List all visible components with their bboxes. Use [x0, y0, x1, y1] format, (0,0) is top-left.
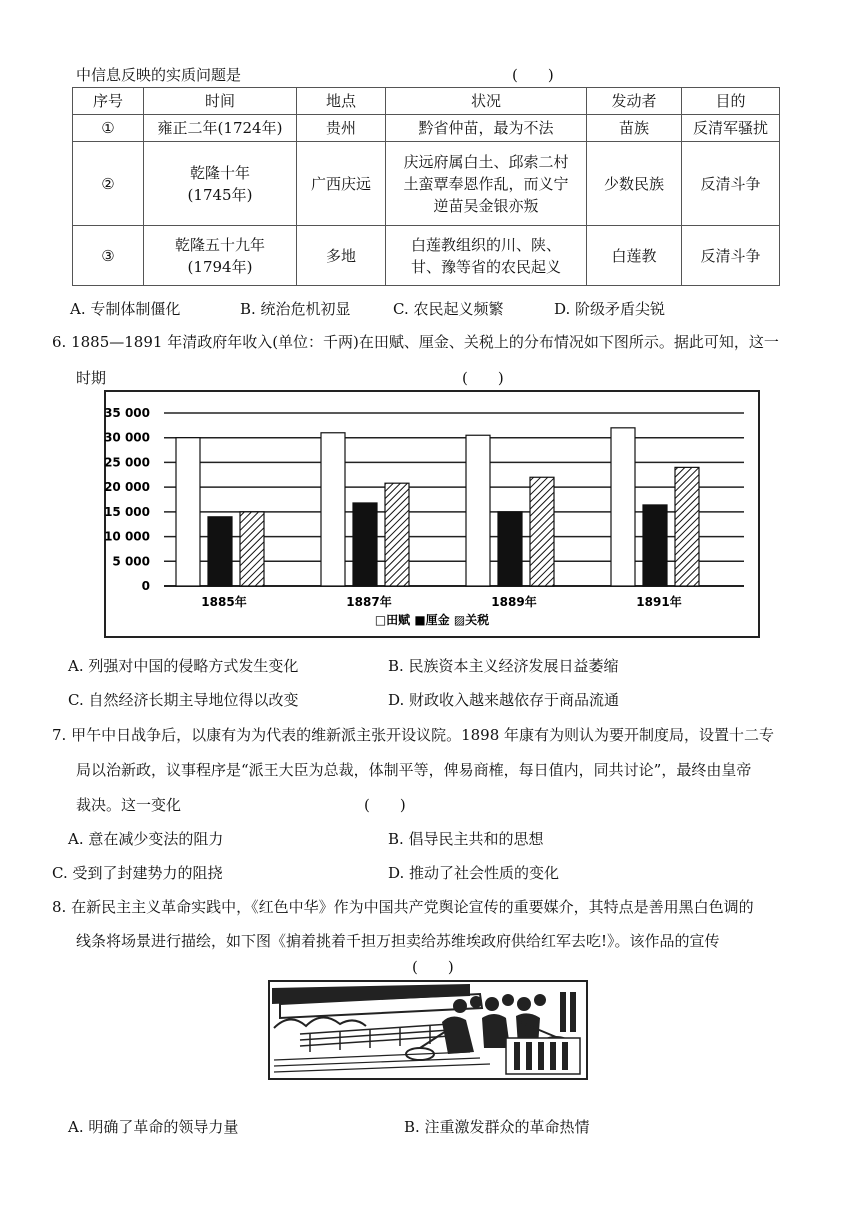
header-cell: 状况 [386, 88, 587, 115]
q5-option-b[interactable]: B. 统治危机初显 [240, 300, 351, 318]
row-time [144, 142, 297, 226]
status-line: 甘、豫等省的农民起义 [410, 257, 561, 276]
q7-answer-paren: ( ) [364, 796, 406, 814]
header-cell: 地点 [297, 88, 386, 115]
q5-option-d[interactable]: D. 阶级矛盾尖锐 [554, 300, 666, 318]
header-cell: 序号 [73, 88, 144, 115]
q7-stem-line1: 7. 甲午中日战争后，以康有为为代表的维新派主张开设议院。1898 年康有为则认为要开制度局，设置十二专 [52, 726, 775, 744]
x-tick-label: 1891年 [636, 595, 682, 609]
row-place: 多地 [297, 226, 386, 286]
y-tick-label: 0 [141, 579, 150, 593]
y-tick-label: 20 000 [104, 480, 150, 495]
row-aim: 反清军骚扰 [682, 115, 780, 142]
row-status [386, 226, 587, 286]
q5-option-a[interactable]: A. 专制体制僵化 [70, 300, 181, 318]
time-text: 乾隆五十九年 [174, 235, 265, 254]
q6-option-d[interactable]: D. 财政收入越来越依存于商品流通 [388, 691, 620, 709]
q8-stem-line1: 8. 在新民主主义革命实践中，《红色中华》作为中国共产党舆论宣传的重要媒介，其特点是善用黑白色调的 [52, 898, 754, 916]
bar-田赋 [176, 438, 200, 586]
row-actor: 少数民族 [587, 142, 682, 226]
row-time [144, 115, 297, 142]
row-no: ② [73, 142, 144, 226]
q8-answer-paren: ( ) [412, 958, 454, 976]
q5-answer-paren: ( ) [512, 66, 554, 84]
q6-answer-paren: ( ) [462, 369, 504, 387]
y-tick-label: 30 000 [104, 430, 150, 445]
bar-厘金 [643, 505, 667, 586]
revenue-bar-chart [104, 390, 760, 638]
status-text: 黔省仲苗，最为不法 [418, 119, 554, 137]
row-no: ③ [73, 226, 144, 286]
bar-田赋 [321, 433, 345, 586]
x-tick-label: 1885年 [201, 595, 247, 609]
q8-stem-line2: 线条将场景进行描绘，如下图《掮着挑着千担万担卖给苏维埃政府供给红军去吃!》。该作品的宣传 [76, 932, 720, 950]
y-tick-label: 5 000 [112, 554, 150, 569]
x-tick-label: 1887年 [346, 595, 392, 609]
q6-option-a[interactable]: A. 列强对中国的侵略方式发生变化 [68, 657, 299, 675]
status-line: 庆远府属白土、邱索二村 [403, 152, 569, 171]
q5-option-c[interactable]: C. 农民起义频繁 [393, 300, 504, 318]
q8-option-a[interactable]: A. 明确了革命的领导力量 [68, 1118, 239, 1136]
y-tick-label: 10 000 [104, 529, 150, 544]
row-place: 贵州 [297, 115, 386, 142]
time-text: 乾隆十年 [189, 163, 250, 182]
y-tick-label: 15 000 [104, 504, 150, 519]
q7-option-b[interactable]: B. 倡导民主共和的思想 [388, 830, 544, 848]
table-row [73, 115, 780, 142]
status-line: 白莲教组织的川、陕、 [410, 235, 561, 254]
row-actor: 白莲教 [587, 226, 682, 286]
y-tick-label: 35 000 [104, 406, 150, 420]
x-tick-label: 1889年 [491, 595, 537, 609]
q6-stem-line2: 时期 [76, 369, 107, 387]
bar-厘金 [498, 512, 522, 586]
bar-关税 [385, 483, 409, 586]
q6-stem-line1: 6. 1885—1891 年清政府年收入(单位：千两)在田赋、厘金、关税上的分布情况如下图所示。据此可知，这一 [52, 333, 779, 351]
bar-关税 [530, 477, 554, 586]
bar-田赋 [466, 435, 490, 586]
bar-厘金 [208, 517, 232, 586]
woodcut-drawing [270, 982, 586, 1078]
time-year: (1794年) [187, 257, 253, 276]
row-time [144, 226, 297, 286]
header-cell: 发动者 [587, 88, 682, 115]
q5-stem-tail: 中信息反映的实质问题是 [76, 66, 242, 84]
row-status [386, 115, 587, 142]
q6-option-b[interactable]: B. 民族资本主义经济发展日益萎缩 [388, 657, 619, 675]
status-line: 逆苗吴金银亦叛 [433, 196, 539, 215]
row-actor: 苗族 [587, 115, 682, 142]
row-place: 广西庆远 [297, 142, 386, 226]
q7-option-d[interactable]: D. 推动了社会性质的变化 [388, 864, 560, 882]
table-row [73, 226, 780, 286]
row-aim: 反清斗争 [682, 142, 780, 226]
y-tick-label: 25 000 [104, 455, 150, 470]
row-status [386, 142, 587, 226]
bar-厘金 [353, 503, 377, 586]
q7-option-a[interactable]: A. 意在减少变法的阻力 [68, 830, 224, 848]
table-header-row [73, 88, 780, 115]
table-row [73, 142, 780, 226]
q8-option-b[interactable]: B. 注重激发群众的革命热情 [404, 1118, 590, 1136]
chart-legend: □田赋 ■厘金 ▨关税 [374, 613, 490, 627]
time-year: (1745年) [187, 185, 253, 204]
status-line: 土蛮覃奉恩作乱，而义宁 [403, 174, 569, 193]
bar-田赋 [611, 428, 635, 586]
woodcut-illustration [268, 980, 588, 1080]
q5-table [72, 87, 780, 286]
time-text: 雍正二年(1724年) [157, 119, 283, 137]
q6-option-c[interactable]: C. 自然经济长期主导地位得以改变 [68, 691, 299, 709]
row-no: ① [73, 115, 144, 142]
q7-stem-line2: 局以治新政，议事程序是“派王大臣为总裁，体制平等，俾易商榷，每日值内，同共讨论”，最终由皇帝 [76, 761, 752, 779]
q7-stem-line3: 裁决。这一变化 [76, 796, 182, 814]
header-cell: 目的 [682, 88, 780, 115]
header-cell: 时间 [144, 88, 297, 115]
bar-关税 [675, 467, 699, 586]
row-aim: 反清斗争 [682, 226, 780, 286]
q7-option-c[interactable]: C. 受到了封建势力的阻挠 [52, 864, 223, 882]
bar-关税 [240, 512, 264, 586]
